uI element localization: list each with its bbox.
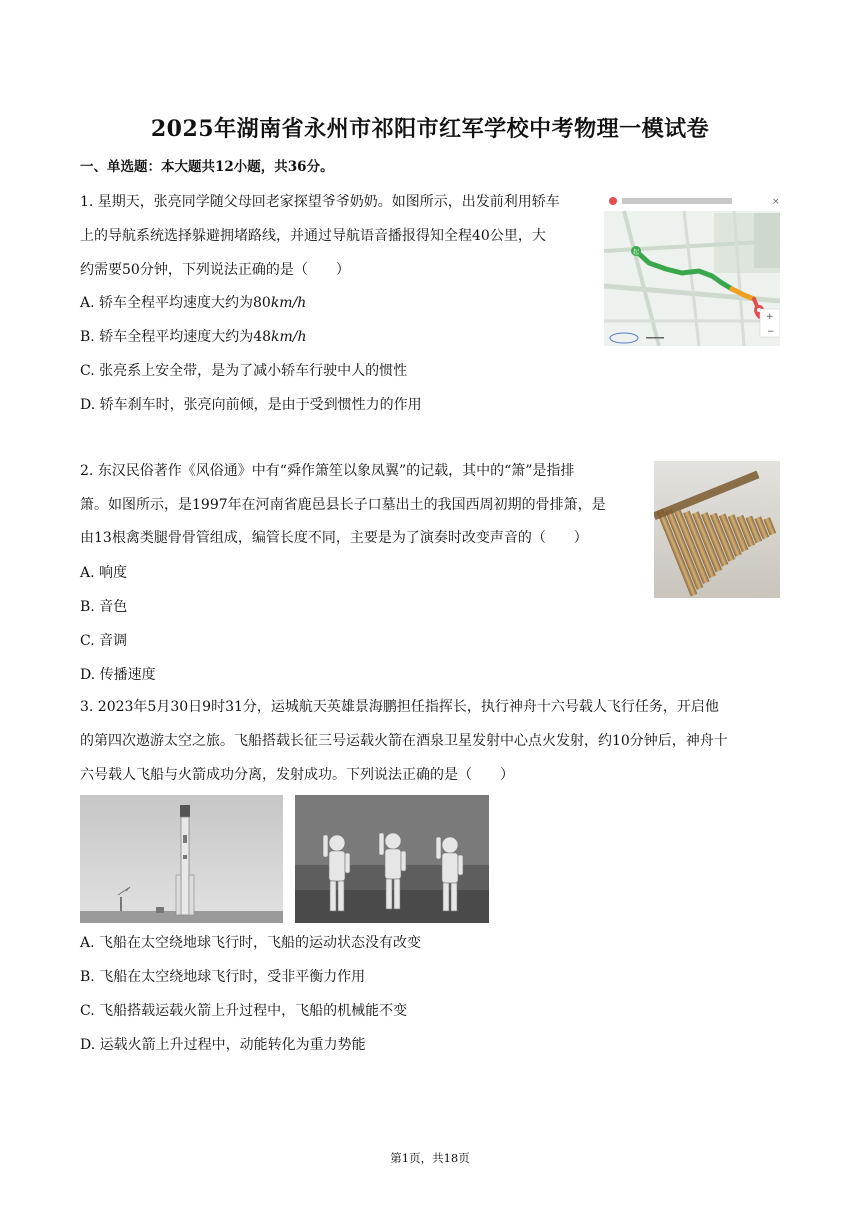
q2-option-b: B. 音色 (80, 599, 128, 615)
q1-line-1: 1. 星期天，张亮同学随父母回老家探望爷爷奶奶。如图所示，出发前利用轿车 (80, 194, 560, 210)
q1-line-2: 上的导航系统选择躲避拥堵路线，并通过导航语音播报得知全程40公里，大 (80, 228, 546, 244)
navigation-map-image (604, 191, 780, 346)
q1-option-b-unit: km/h (271, 329, 307, 345)
q3-option-d: D. 运载火箭上升过程中，动能转化为重力势能 (80, 1037, 366, 1053)
rocket-image (80, 795, 283, 923)
q2-line-2: 箫。如图所示，是1997年在河南省鹿邑县长子口墓出土的我国西周初期的骨排箫，是 (80, 497, 606, 513)
page-footer: 第1页，共18页 (390, 1151, 470, 1165)
q3-option-a: A. 飞船在太空绕地球飞行时，飞船的运动状态没有改变 (80, 935, 422, 951)
q3-option-c: C. 飞船搭载运载火箭上升过程中，飞船的机械能不变 (80, 1003, 408, 1019)
q1-option-a-unit: km/h (270, 295, 307, 311)
q1-line-3: 约需要50分钟，下列说法正确的是（ ） (80, 262, 350, 278)
map-scale-bar (646, 337, 664, 339)
map-alert-icon (609, 197, 617, 205)
section-heading: 一、单选题：本大题共12小题，共36分。 (80, 159, 334, 175)
q1-option-b (80, 327, 307, 347)
q2-option-c: C. 音调 (80, 633, 128, 649)
exam-title: 2025年湖南省永州市祁阳市红军学校中考物理一模试卷 (150, 116, 710, 142)
q3-line-1: 3. 2023年5月30日9时31分，运城航天英雄景海鹏担任指挥长，执行神舟十六号载人飞行任务，开启他 (80, 699, 719, 715)
pan-flute-image (654, 461, 780, 598)
zoom-out-icon: − (767, 327, 775, 337)
q1-option-d: D. 轿车刹车时，张亮向前倾，是由于受到惯性力的作用 (80, 397, 422, 413)
q3-line-3: 六号载人飞船与火箭成功分离，发射成功。下列说法正确的是（ ） (80, 767, 514, 783)
q1-option-b-text: B. 轿车全程平均速度大约为48 (80, 329, 272, 345)
map-close-icon: × (772, 197, 780, 207)
navigation-map-figure (604, 191, 780, 346)
q1-option-a (80, 293, 306, 313)
q2-line-3: 由13根禽类腿骨骨管组成，编管长度不同，主要是为了演奏时改变声音的（ ） (80, 530, 588, 546)
zoom-in-icon: + (766, 312, 774, 322)
q2-line-1: 2. 东汉民俗著作《风俗通》中有“舜作箫笙以象凤翼”的记载，其中的“箫”是指排 (80, 463, 575, 479)
rocket-body (181, 817, 189, 915)
astronauts-image (295, 795, 489, 923)
q3-option-b: B. 飞船在太空绕地球飞行时，受非平衡力作用 (80, 969, 366, 985)
q2-option-a: A. 响度 (80, 565, 128, 581)
start-marker-label: 起 (633, 249, 640, 256)
q1-option-c: C. 张亮系上安全带，是为了减小轿车行驶中人的惯性 (80, 363, 408, 379)
q3-line-2: 的第四次遨游太空之旅。飞船搭载长征三号运载火箭在酒泉卫星发射中心点火发射，约10分钟后，神舟十 (80, 733, 728, 749)
pan-flute-figure (654, 461, 780, 598)
q2-option-d: D. 传播速度 (80, 667, 156, 683)
rocket-photo (80, 795, 283, 923)
astronauts-photo (295, 795, 489, 923)
q1-option-a-text: A. 轿车全程平均速度大约为80 (80, 295, 271, 311)
